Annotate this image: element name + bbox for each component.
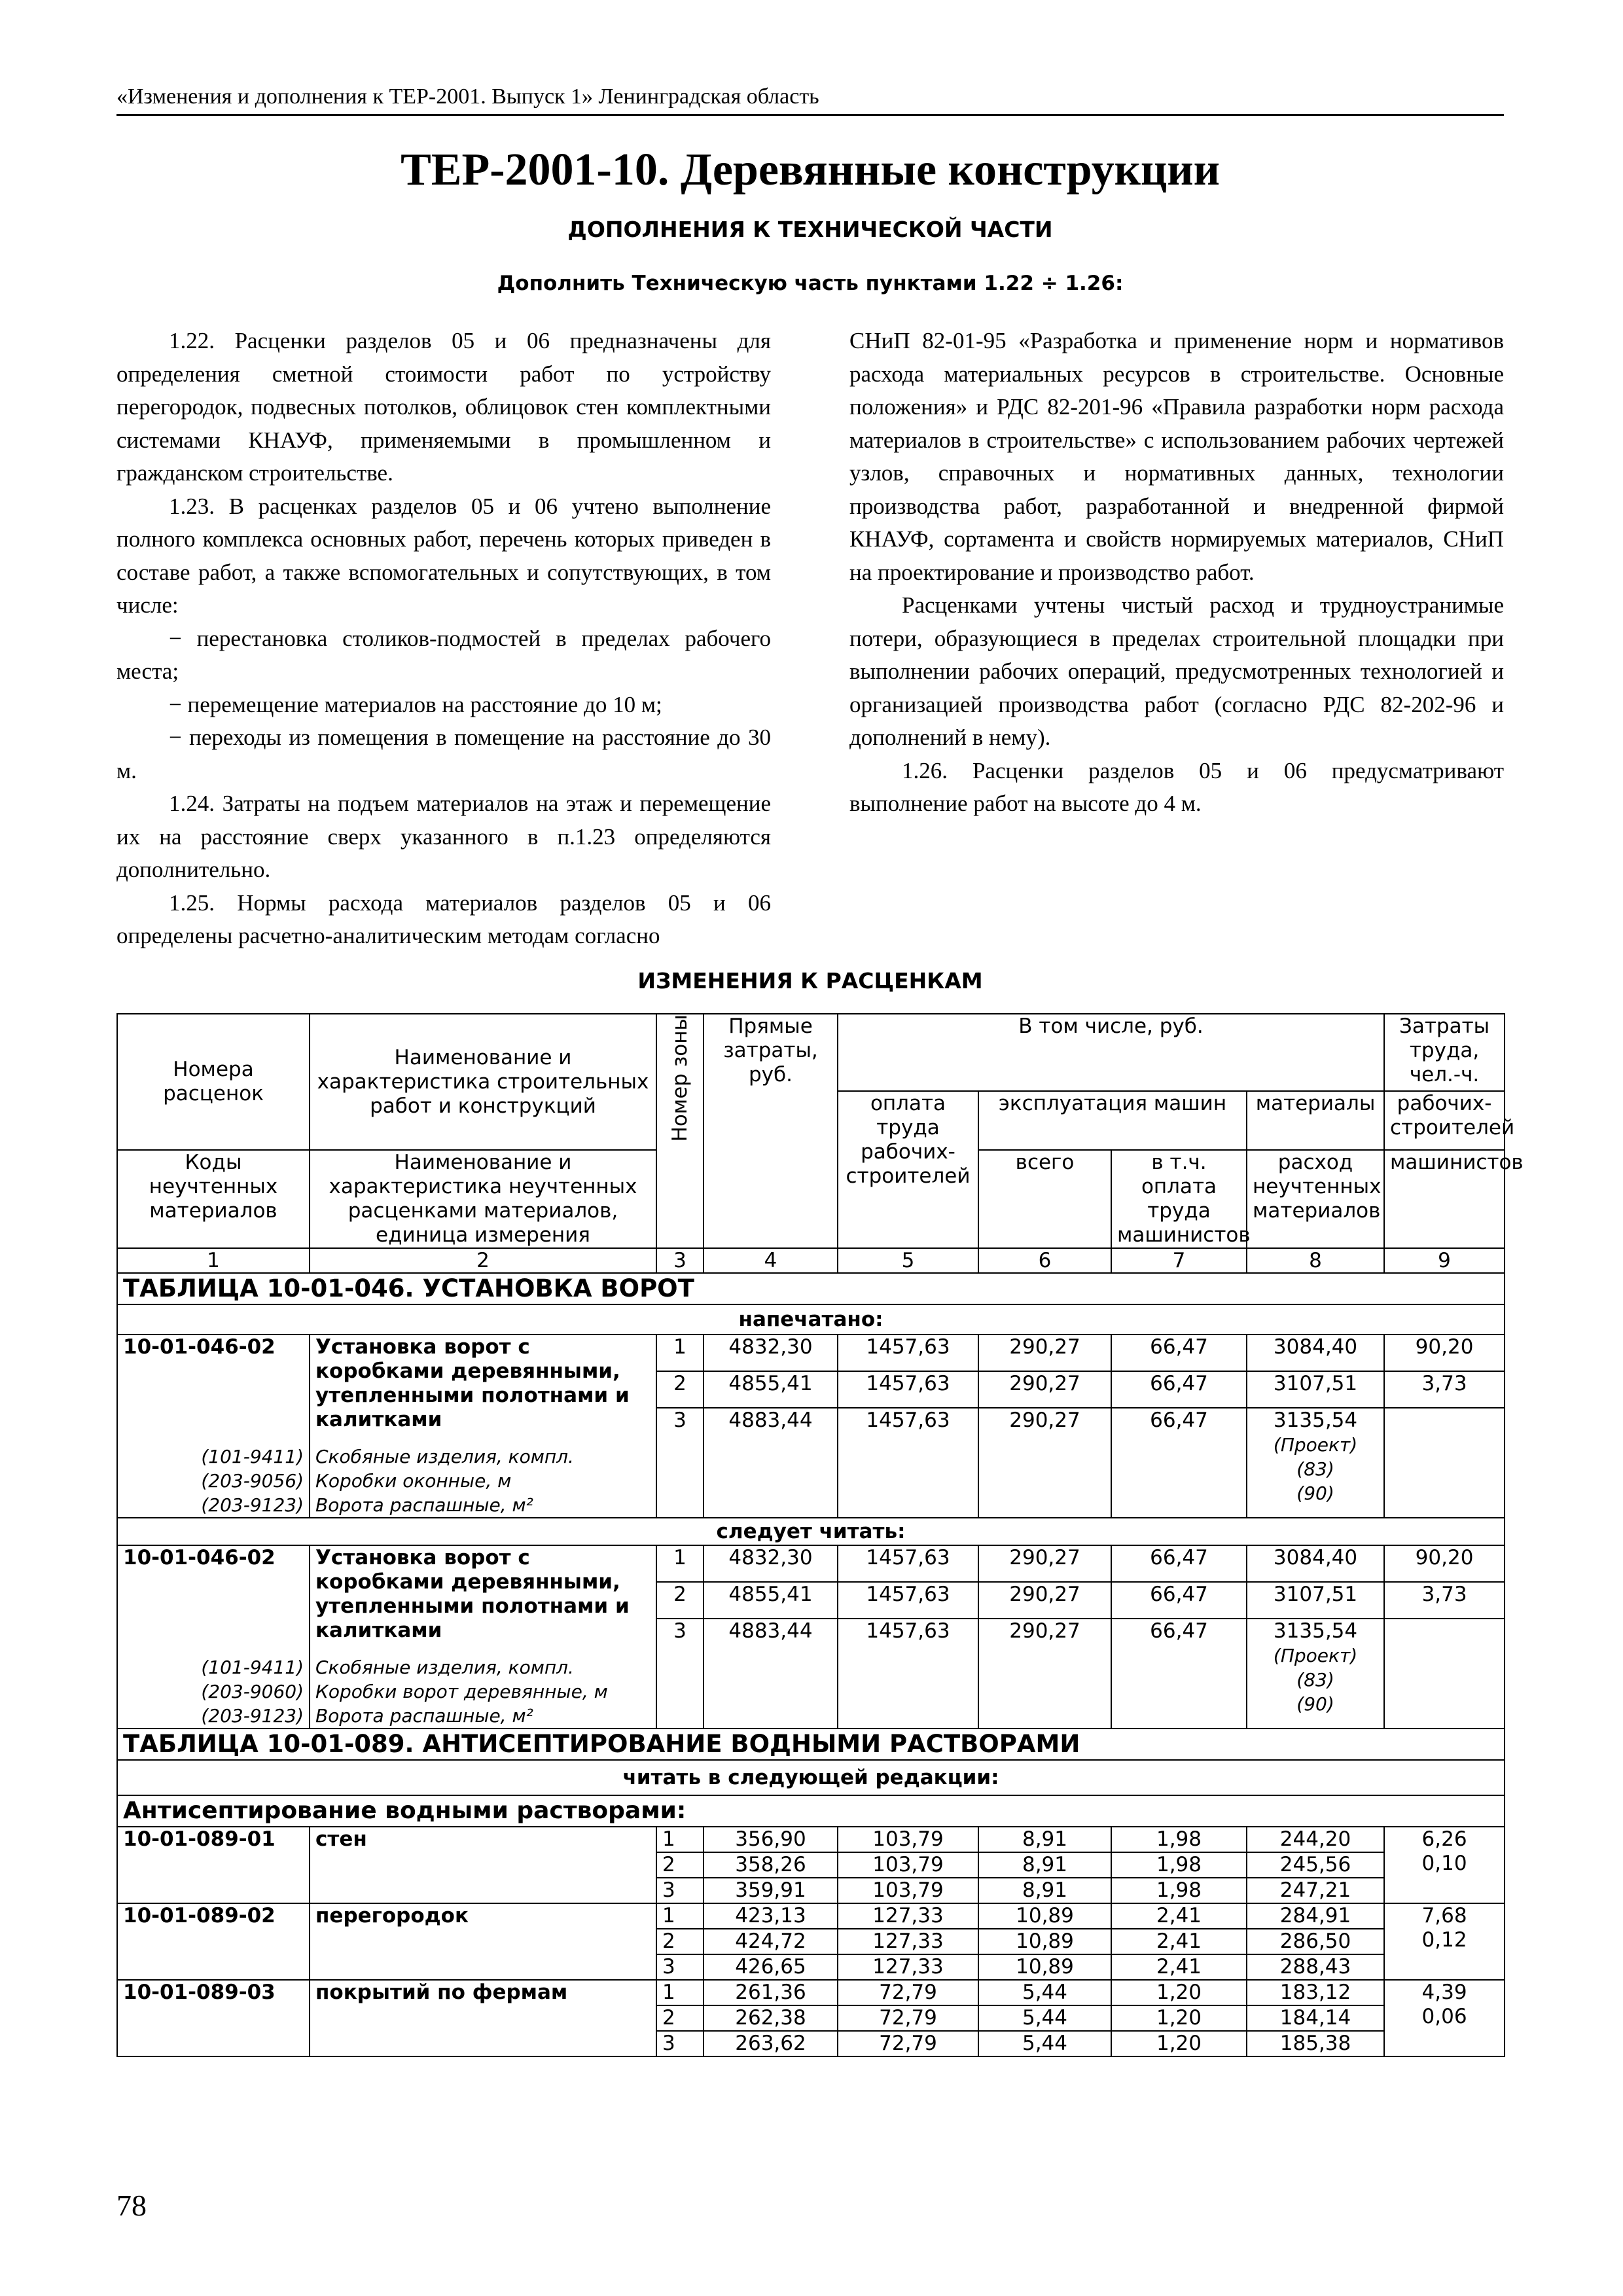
zone-cell: 1 [656,1335,704,1371]
machines-cell: 10,89 [978,1954,1111,1980]
direct-cell: 4883,44 [704,1619,838,1729]
header-wages: оплата труда рабочих-строителей [838,1091,978,1248]
wages-cell: 1457,63 [838,1619,978,1729]
list-item: − перестановка столиков-подмостей в пределах рабочего места; [116,625,771,684]
labor-cell [1384,1827,1505,1903]
wages-cell: 103,79 [838,1852,978,1878]
labor-cell: 90,20 [1384,1545,1505,1582]
wages-cell: 1457,63 [838,1408,978,1518]
paragraph: 1.23. В расценках разделов 05 и 06 учтено выполнение полного комплекса основных работ, перечень которых приведен в составе работ, а также вспомогательных и сопутствующих, в том числе: [116,493,771,618]
header-zone [656,1014,704,1248]
materials-cell: 3084,40 [1247,1335,1384,1371]
rate-code: 10-01-046-02 [117,1335,310,1444]
machines-wages-cell: 1,98 [1111,1852,1247,1878]
labor-cell: 90,20 [1384,1335,1505,1371]
machines-cell: 290,27 [978,1545,1111,1582]
direct-cell: 262,38 [704,2005,838,2031]
header-direct-costs: Прямые затраты, руб. [704,1014,838,1248]
machines-cell: 10,89 [978,1929,1111,1954]
machines-cell: 8,91 [978,1852,1111,1878]
machines-wages-cell: 2,41 [1111,1954,1247,1980]
rate-code: 10-01-089-02 [117,1903,310,1980]
header-materials: материалы [1247,1091,1384,1150]
materials-value: 3135,54 [1273,1408,1358,1432]
material-code: (203-9123) [201,1494,304,1516]
wages-cell: 103,79 [838,1827,978,1852]
material-name: Ворота распашные, м² [315,1705,533,1727]
machines-cell: 5,44 [978,2031,1111,2056]
material-name: Ворота распашные, м² [315,1494,533,1516]
materials-cell: 184,14 [1247,2005,1384,2031]
machines-wages-cell: 2,41 [1111,1929,1247,1954]
machines-cell: 5,44 [978,1980,1111,2005]
labor-cell: 3,73 [1384,1371,1505,1408]
machines-wages-cell: 66,47 [1111,1619,1247,1729]
machines-wages-cell: 66,47 [1111,1408,1247,1518]
material-code: (101-9411) [201,1657,304,1678]
right-text-column [849,325,1504,821]
machines-cell: 8,91 [978,1878,1111,1903]
labor-cell [1384,1980,1505,2056]
list-item: − переходы из помещения в помещение на расстояние до 30 м. [116,725,771,783]
materials-cell: 245,56 [1247,1852,1384,1878]
material-names [310,1655,656,1729]
labor-workers-value: 7,68 [1421,1904,1467,1928]
machines-cell: 290,27 [978,1619,1111,1729]
labor-workers-value: 6,26 [1421,1827,1467,1851]
rate-code: 10-01-089-03 [117,1980,310,2056]
machines-cell: 290,27 [978,1582,1111,1619]
rate-name: покрытий по фермам [310,1980,656,2056]
table-heading: ИЗМЕНЕНИЯ К РАСЦЕНКАМ [637,968,983,994]
section-note-printed: напечатано: [117,1304,1505,1335]
header-labor-machinists: машинистов [1384,1150,1505,1248]
labor-cell [1384,1619,1505,1729]
direct-cell: 4832,30 [704,1545,838,1582]
machines-wages-cell: 1,20 [1111,2031,1247,2056]
header-labor-workers: рабочих-строителей [1384,1091,1505,1150]
header-rate-numbers: Номера расценок [117,1014,310,1150]
labor-machinists-value: 0,12 [1421,1928,1467,1952]
machines-cell: 290,27 [978,1371,1111,1408]
material-names [310,1444,656,1518]
wages-cell: 127,33 [838,1954,978,1980]
material-value: (Проект) [1273,1645,1358,1666]
header-materials-consumption: расход неучтенных материалов [1247,1150,1384,1248]
header-material-name: Наименование и характеристика неучтенных расценками материалов, единица измерения [310,1150,656,1248]
column-number: 2 [310,1248,656,1273]
material-name: Скобяные изделия, компл. [315,1657,574,1678]
materials-cell: 247,21 [1247,1878,1384,1903]
wages-cell: 72,79 [838,2005,978,2031]
left-text-column [116,325,771,953]
wages-cell: 1457,63 [838,1371,978,1408]
zone-cell: 2 [656,1929,704,1954]
materials-cell: 288,43 [1247,1954,1384,1980]
paragraph: СНиП 82-01-95 «Разработка и применение норм и нормативов расхода материальных ресурсов в строительстве. Основные положения» и РДС 82-201-96 «Правила разработки норм расхода материалов в строительстве» с использованием рабочих чертежей узлов, справочных и нормативных данных, технологии производства работ, разработанной и внедренной фирмой КНАУФ, сортамента и свойств нормируемых материалов, СНиП на проектирование и производство работ. [849,328,1504,585]
material-name: Коробки ворот деревянные, м [315,1681,608,1702]
zone-cell: 3 [656,1408,704,1518]
materials-cell: 286,50 [1247,1929,1384,1954]
paragraph: 1.22. Расценки разделов 05 и 06 предназначены для определения сметной стоимости работ по устройству перегородок, подвесных потолков, облицовок стен комплектными системами КНАУФ, применяемыми в промышленном и гражданском строительстве. [116,328,771,486]
header-material-codes: Коды неучтенных материалов [117,1150,310,1248]
materials-cell: 185,38 [1247,2031,1384,2056]
column-number: 8 [1247,1248,1384,1273]
machines-cell: 8,91 [978,1827,1111,1852]
section-title: ТАБЛИЦА 10-01-089. АНТИСЕПТИРОВАНИЕ ВОДНЫМИ РАСТВОРАМИ [117,1729,1505,1760]
direct-cell: 4883,44 [704,1408,838,1518]
section-subtitle: ДОПОЛНЕНИЯ К ТЕХНИЧЕСКОЙ ЧАСТИ [567,217,1053,242]
zone-cell: 1 [656,1827,704,1852]
header-machines-wages: в т.ч. оплата труда машинистов [1111,1150,1247,1248]
machines-wages-cell: 66,47 [1111,1371,1247,1408]
materials-cell [1247,1408,1384,1518]
paragraph: Расценками учтены чистый расход и трудноустранимые потери, образующиеся в пределах строительной площадки при выполнении рабочих операций, предусмотренных технологией и организацией производства работ (согласно РДС 82-202-96 и дополнений в нему). [849,592,1504,750]
material-code: (203-9060) [201,1681,304,1702]
list-item: − перемещение материалов на расстояние до 10 м; [169,691,662,717]
material-value: (83) [1296,1669,1334,1691]
material-codes [117,1444,310,1518]
rate-name: перегородок [310,1903,656,1980]
material-value: (83) [1296,1458,1334,1480]
labor-machinists-value: 0,10 [1421,1852,1467,1875]
machines-wages-cell: 2,41 [1111,1903,1247,1929]
zone-cell: 2 [656,2005,704,2031]
rates-table [116,1013,1524,2057]
zone-cell: 1 [656,1903,704,1929]
header-labor: Затраты труда, чел.-ч. [1384,1014,1505,1091]
section-note: читать в следующей редакции: [117,1760,1505,1795]
header-machines: эксплуатация машин [978,1091,1247,1150]
material-value: (90) [1296,1693,1334,1715]
column-number: 6 [978,1248,1111,1273]
labor-workers-value: 4,39 [1421,1981,1467,2004]
running-header: «Изменения и дополнения к ТЕР-2001. Выпуск 1» Ленинградская область [116,84,819,109]
section-note-should-read: следует читать: [117,1518,1505,1545]
machines-wages-cell: 1,98 [1111,1827,1247,1852]
zone-cell: 2 [656,1582,704,1619]
rate-name: Установка ворот с коробками деревянными, утепленными полотнами и калитками [310,1335,656,1444]
zone-cell: 3 [656,1619,704,1729]
wages-cell: 127,33 [838,1903,978,1929]
rate-code: 10-01-089-01 [117,1827,310,1903]
machines-wages-cell: 66,47 [1111,1335,1247,1371]
labor-cell [1384,1903,1505,1980]
materials-cell: 3107,51 [1247,1582,1384,1619]
rate-name: Установка ворот с коробками деревянными, утепленными полотнами и калитками [310,1545,656,1655]
column-number: 5 [838,1248,978,1273]
machines-wages-cell: 66,47 [1111,1545,1247,1582]
direct-cell: 4855,41 [704,1371,838,1408]
rate-name: стен [310,1827,656,1903]
header-machines-total: всего [978,1150,1111,1248]
labor-cell: 3,73 [1384,1582,1505,1619]
header-including: В том числе, руб. [838,1014,1384,1091]
machines-wages-cell: 1,20 [1111,2005,1247,2031]
zone-cell: 2 [656,1852,704,1878]
wages-cell: 72,79 [838,2031,978,2056]
material-code: (101-9411) [201,1446,304,1467]
direct-cell: 424,72 [704,1929,838,1954]
direct-cell: 263,62 [704,2031,838,2056]
wages-cell: 127,33 [838,1929,978,1954]
materials-cell: 183,12 [1247,1980,1384,2005]
page-title: ТЕР-2001-10. Деревянные конструкции [401,145,1220,195]
material-name: Скобяные изделия, компл. [315,1446,574,1467]
wages-cell: 1457,63 [838,1582,978,1619]
material-codes [117,1655,310,1729]
header-work-name: Наименование и характеристика строительных работ и конструкций [310,1014,656,1150]
paragraph: 1.25. Нормы расхода материалов разделов 05 и 06 определены расчетно-аналитическим методам согласно [116,889,771,948]
wages-cell: 1457,63 [838,1545,978,1582]
material-value: (90) [1296,1482,1334,1504]
zone-cell: 3 [656,1954,704,1980]
materials-cell [1247,1619,1384,1729]
zone-cell: 3 [656,1878,704,1903]
machines-cell: 10,89 [978,1903,1111,1929]
zone-cell: 1 [656,1980,704,2005]
direct-cell: 4832,30 [704,1335,838,1371]
section-title: ТАБЛИЦА 10-01-046. УСТАНОВКА ВОРОТ [117,1273,1505,1304]
machines-wages-cell: 1,98 [1111,1878,1247,1903]
zone-label: Номер зоны [668,1014,692,1142]
direct-cell: 423,13 [704,1903,838,1929]
direct-cell: 426,65 [704,1954,838,1980]
materials-cell: 3084,40 [1247,1545,1384,1582]
zone-cell: 3 [656,2031,704,2056]
header-rule [116,114,1504,116]
zone-cell: 1 [656,1545,704,1582]
wages-cell: 1457,63 [838,1335,978,1371]
materials-cell: 3107,51 [1247,1371,1384,1408]
rate-code: 10-01-046-02 [117,1545,310,1655]
page-number: 78 [116,2189,147,2222]
instruction-line: Дополнить Техническую часть пунктами 1.22 ÷ 1.26: [497,272,1124,295]
machines-wages-cell: 66,47 [1111,1582,1247,1619]
material-code: (203-9056) [201,1470,304,1492]
direct-cell: 359,91 [704,1878,838,1903]
machines-cell: 5,44 [978,2005,1111,2031]
direct-cell: 4855,41 [704,1582,838,1619]
column-number: 9 [1384,1248,1505,1273]
machines-cell: 290,27 [978,1408,1111,1518]
labor-machinists-value: 0,06 [1421,2005,1467,2028]
material-code: (203-9123) [201,1705,304,1727]
direct-cell: 356,90 [704,1827,838,1852]
section-subheading: Антисептирование водными растворами: [117,1795,1505,1827]
machines-wages-cell: 1,20 [1111,1980,1247,2005]
direct-cell: 261,36 [704,1980,838,2005]
column-number: 3 [656,1248,704,1273]
column-number: 1 [117,1248,310,1273]
materials-value: 3135,54 [1273,1619,1358,1643]
materials-cell: 284,91 [1247,1903,1384,1929]
wages-cell: 72,79 [838,1980,978,2005]
column-number: 7 [1111,1248,1247,1273]
machines-cell: 290,27 [978,1335,1111,1371]
direct-cell: 358,26 [704,1852,838,1878]
material-value: (Проект) [1273,1434,1358,1456]
paragraph: 1.24. Затраты на подъем материалов на этаж и перемещение их на расстояние сверх указанного в п.1.23 определяются дополнительно. [116,791,771,882]
wages-cell: 103,79 [838,1878,978,1903]
labor-cell [1384,1408,1505,1518]
zone-cell: 2 [656,1371,704,1408]
material-name: Коробки оконные, м [315,1470,512,1492]
materials-cell: 244,20 [1247,1827,1384,1852]
paragraph: 1.26. Расценки разделов 05 и 06 предусматривают выполнение работ на высоте до 4 м. [849,757,1504,816]
column-number: 4 [704,1248,838,1273]
